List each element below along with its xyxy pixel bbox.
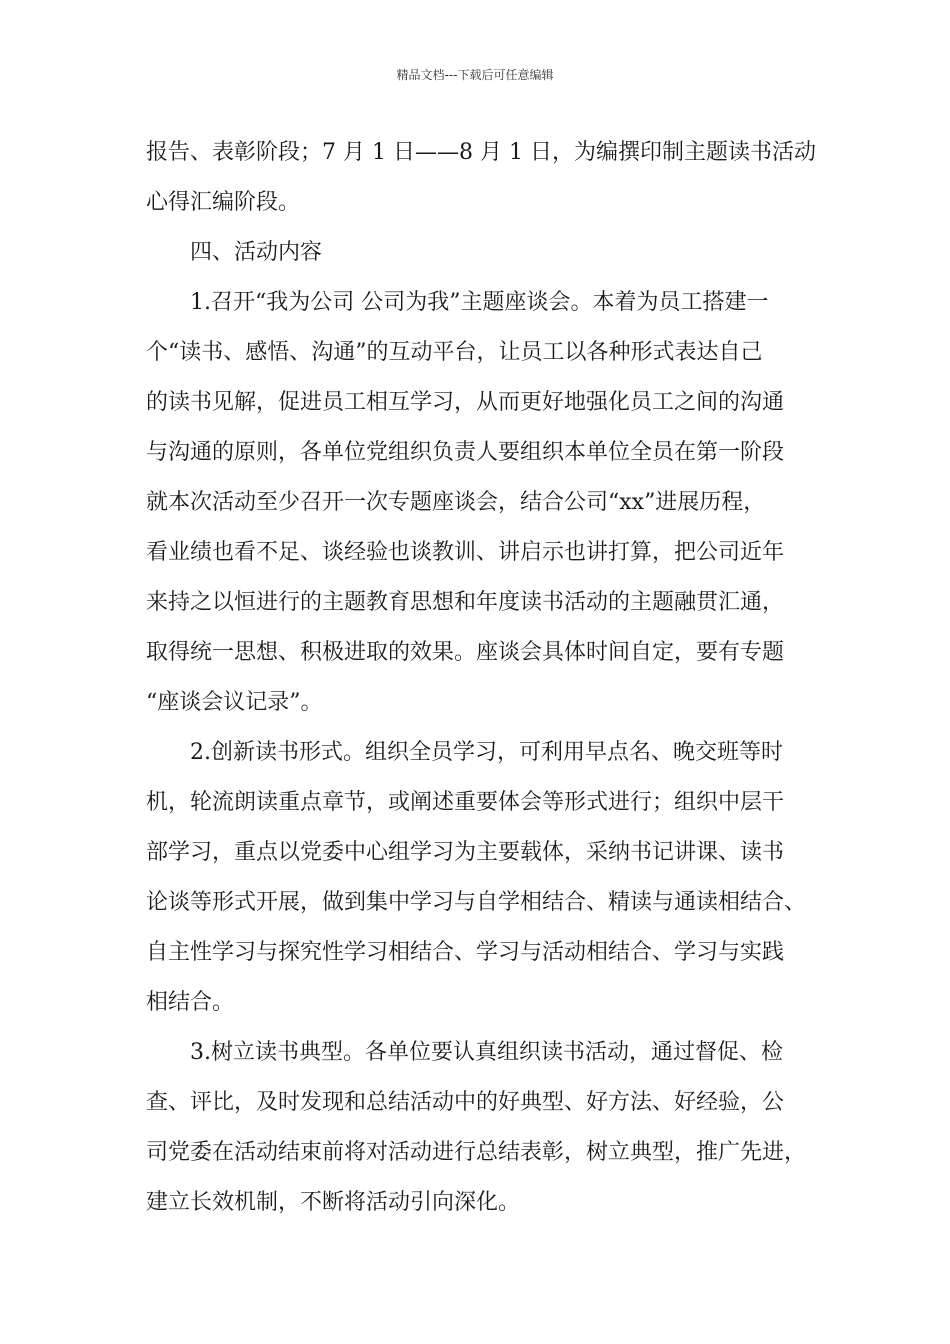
text-line: 就本次活动至少召开一次专题座谈会，结合公司“xx”进展历程， <box>146 490 766 515</box>
section-heading-text: 四、活动内容 <box>190 240 323 265</box>
text-line: 2.创新读书形式。组织全员学习，可利用早点名、晚交班等时 <box>190 740 783 765</box>
text-line: 建立长效机制，不断将活动引向深化。 <box>146 1190 521 1215</box>
text-line: 1.召开“我为公司 公司为我”主题座谈会。本着为员工搭建一 <box>190 290 769 315</box>
text-line: 报告、表彰阶段；7 月 1 日——8 月 1 日，为编撰印制主题读书活动 <box>146 140 816 165</box>
paragraph-item-2 <box>146 728 826 1028</box>
text-line: 自主性学习与探究性学习相结合、学习与活动相结合、学习与实践 <box>146 940 785 965</box>
text-line: 来持之以恒进行的主题教育思想和年度读书活动的主题融贯汇通， <box>146 590 785 615</box>
text-line: 司党委在活动结束前将对活动进行总结表彰，树立典型，推广先进， <box>146 1140 807 1165</box>
section-heading <box>146 228 826 278</box>
text-line: 的读书见解，促进员工相互学习，从而更好地强化员工之间的沟通 <box>146 390 785 415</box>
text-line: 相结合。 <box>146 990 235 1015</box>
text-line: 论谈等形式开展，做到集中学习与自学相结合、精读与通读相结合、 <box>146 890 807 915</box>
text-line: 机，轮流朗读重点章节，或阐述重要体会等形式进行；组织中层干 <box>146 790 785 815</box>
text-line: “座谈会议记录”。 <box>146 690 323 715</box>
text-line: 个“读书、感悟、沟通”的互动平台，让员工以各种形式表达自己 <box>146 340 763 365</box>
text-line: 部学习，重点以党委中心组学习为主要载体，采纳书记讲课、读书 <box>146 840 785 865</box>
text-line: 查、评比，及时发现和总结活动中的好典型、好方法、好经验，公 <box>146 1090 785 1115</box>
document-body <box>146 128 826 1228</box>
paragraph-schedule <box>146 128 826 228</box>
text-line: 与沟通的原则，各单位党组织负责人要组织本单位全员在第一阶段 <box>146 440 785 465</box>
text-line: 取得统一思想、积极进取的效果。座谈会具体时间自定，要有专题 <box>146 640 785 665</box>
text-line: 3.树立读书典型。各单位要认真组织读书活动，通过督促、检 <box>190 1040 783 1065</box>
paragraph-item-1 <box>146 278 826 728</box>
paragraph-item-3 <box>146 1028 826 1228</box>
page-header: 精品文档---下载后可任意编辑 <box>396 68 554 82</box>
text-line: 心得汇编阶段。 <box>146 190 301 215</box>
text-line: 看业绩也看不足、谈经验也谈教训、讲启示也讲打算，把公司近年 <box>146 540 785 565</box>
